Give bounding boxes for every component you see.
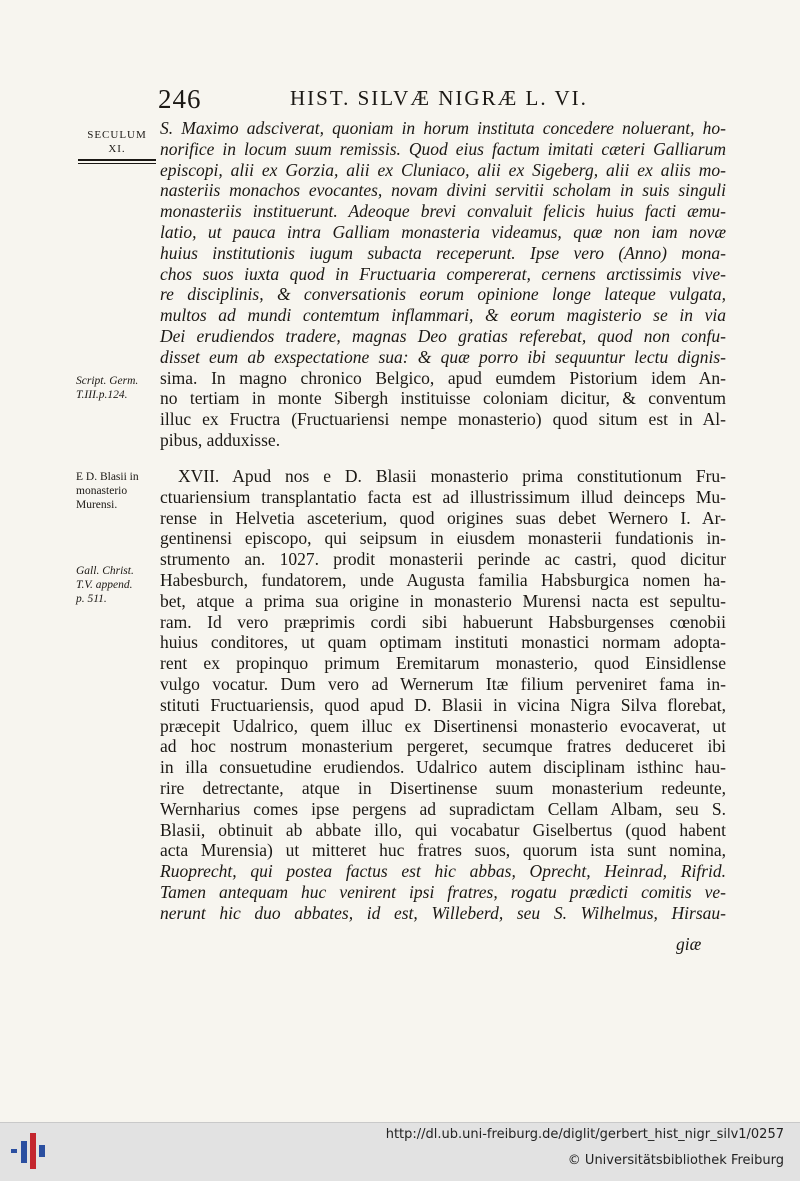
text-line: episcopi, alii ex Gorzia, alii ex Cluniaco, alii ex Sigeberg, alii ex aliis mo- bbox=[160, 159, 726, 180]
text-line: ad hoc nostrum monasterium pergeret, secumque fratres deduceret ibi bbox=[160, 736, 726, 757]
margin-note-line: Murensi. bbox=[76, 499, 118, 511]
text-line: in illa consuetudine erudiendos. Udalrico autem disciplinam isthinc hau- bbox=[160, 757, 726, 778]
margin-note-script bbox=[76, 374, 158, 402]
paragraph-1 bbox=[160, 118, 726, 451]
margin-note-ed bbox=[76, 470, 158, 512]
text-line: illuc ex Fructra (Fructuariensi nempe monasterio) quod situm est in Al- bbox=[160, 409, 726, 430]
copyright-notice: © Universitätsbibliothek Freiburg bbox=[567, 1153, 784, 1168]
library-logo-icon[interactable] bbox=[8, 1129, 52, 1173]
margin-note-line: E D. Blasii in bbox=[76, 471, 139, 483]
margin-note-line: p. 511. bbox=[76, 593, 107, 605]
text-line: nasteriis monachos evocantes, novam divini servitii scholam in suis singuli bbox=[160, 180, 726, 201]
text-line: re disciplinis, & conversationis eorum opinione longe lateque vulgata, bbox=[160, 284, 726, 305]
paragraph-2 bbox=[160, 466, 726, 924]
margin-note-line: T.III.p.124. bbox=[76, 389, 128, 401]
page-header bbox=[0, 84, 800, 114]
text-line: latio, ut pauca intra Galliam monasteria videamus, quæ non iam novæ bbox=[160, 221, 726, 242]
seculum-rule-thin bbox=[78, 163, 156, 164]
text-line: norifice in locum suum remissis. Quod eius factum imitati cæteri Galliarum bbox=[160, 138, 726, 159]
text-line: præcepit Udalrico, quem illuc ex Disertinensi monasterio evocaverat, ut bbox=[160, 715, 726, 736]
text-line: Dei erudiendos tradere, magnas Deo gratias referebat, quod non confu- bbox=[160, 325, 726, 346]
text-line: multos ad mundi contemtum inflammari, & eorum magisterio se in via bbox=[160, 305, 726, 326]
text-line: monasteriis instituerunt. Adeoque brevi convaluit felicis huius facti æmu- bbox=[160, 201, 726, 222]
text-line: rire detrectante, atque in Disertinense suum monasterium redeunte, bbox=[160, 777, 726, 798]
text-line: rent ex propinquo primum Eremitarum monasterio, quod Einsidlense bbox=[160, 653, 726, 674]
text-line: vulgo vocatur. Dum vero ad Wernerum Itæ filium perveniret fama in- bbox=[160, 673, 726, 694]
text-line: huius institutionis iugum subacta receperunt. Ipse vero (Anno) mona- bbox=[160, 242, 726, 263]
text-line: XVII. Apud nos e D. Blasii monasterio prima constitutionum Fru- bbox=[178, 466, 726, 486]
text-line: S. Maximo adsciverat, quoniam in horum instituta concedere noluerant, ho- bbox=[160, 118, 726, 138]
viewer-footer bbox=[0, 1122, 800, 1181]
text-line: strumento an. 1027. prodit monasterii perinde ac castri, quod dicitur bbox=[160, 549, 726, 570]
text-line: stituti Fructuariensis, quod apud D. Blasii in vicina Nigra Silva florebat, bbox=[160, 694, 726, 715]
text-line: huius conditores, ut quam optimam instituti monastici normam adopta- bbox=[160, 632, 726, 653]
text-line: Wernharius comes ipse pergens ad supradictam Cellam Albam, seu S. bbox=[160, 798, 726, 819]
margin-note-gall bbox=[76, 564, 158, 606]
margin-note-line: Script. Germ. bbox=[76, 375, 139, 387]
text-line: pibus, adduxisse. bbox=[160, 429, 281, 450]
text-line: gentinensi episcopo, qui seipsum in eiusdem monasterii fundationis in- bbox=[160, 528, 726, 549]
margin-note-line: Gall. Christ. bbox=[76, 565, 134, 577]
seculum-label: SECULUM bbox=[87, 129, 147, 141]
margin-seculum bbox=[76, 128, 158, 164]
seculum-number: XI. bbox=[108, 143, 126, 155]
text-line: nerunt hic duo abbates, id est, Willeberd, seu S. Wilhelmus, Hirsau- bbox=[160, 902, 726, 923]
margin-note-line: T.V. append. bbox=[76, 579, 133, 591]
catchword: giæ bbox=[676, 934, 702, 954]
text-line: ram. Id vero præprimis cordi sibi habuerunt Habsburgenses cœnobii bbox=[160, 611, 726, 632]
text-line: sima. In magno chronico Belgico, apud eumdem Pistorium idem An- bbox=[160, 367, 726, 388]
text-line: chos suos iuxta quod in Fructuaria compererat, cernens arctissimis vive- bbox=[160, 263, 726, 284]
text-line: acta Murensia) ut mitteret huc fratres suos, quorum ista sunt nomina, bbox=[160, 840, 726, 861]
text-line: Habesburch, fundatorem, unde Augusta familia Habsburgica nomen ha- bbox=[160, 569, 726, 590]
page-number: 246 bbox=[158, 84, 202, 114]
text-line: Blasii, obtinuit ab abbate illo, qui vocabatur Giselbertus (quod habent bbox=[160, 819, 726, 840]
text-line: Ruoprecht, qui postea factus est hic abbas, Oprecht, Heinrad, Rifrid. bbox=[160, 861, 726, 882]
text-line: ctuariensium transplantatio facta est ad illustrissimum illud deinceps Mu- bbox=[160, 486, 726, 507]
margin-note-line: monasterio bbox=[76, 485, 128, 497]
text-line: bet, atque a prima sua origine in monasterio Murensi nacta est sepultu- bbox=[160, 590, 726, 611]
text-line: disset eum ab exspectatione sua: & quæ porro ibi sequuntur lectu dignis- bbox=[160, 346, 726, 367]
running-title: HIST. SILVÆ NIGRÆ L. VI. bbox=[290, 86, 588, 110]
source-url-link[interactable]: http://dl.ub.uni-freiburg.de/diglit/gerbert_hist_nigr_silv1/0257 bbox=[385, 1127, 784, 1142]
text-line: rense in Helvetia asceterium, quod origines suas debet Wernero I. Ar- bbox=[160, 507, 726, 528]
text-line: Tamen antequam huc venirent ipsi fratres, rogatu prædicti comitis ve- bbox=[160, 881, 726, 902]
text-line: no tertiam in monte Sibergh instituisse coloniam dicitur, & conventum bbox=[160, 388, 726, 409]
seculum-rule bbox=[78, 159, 156, 161]
